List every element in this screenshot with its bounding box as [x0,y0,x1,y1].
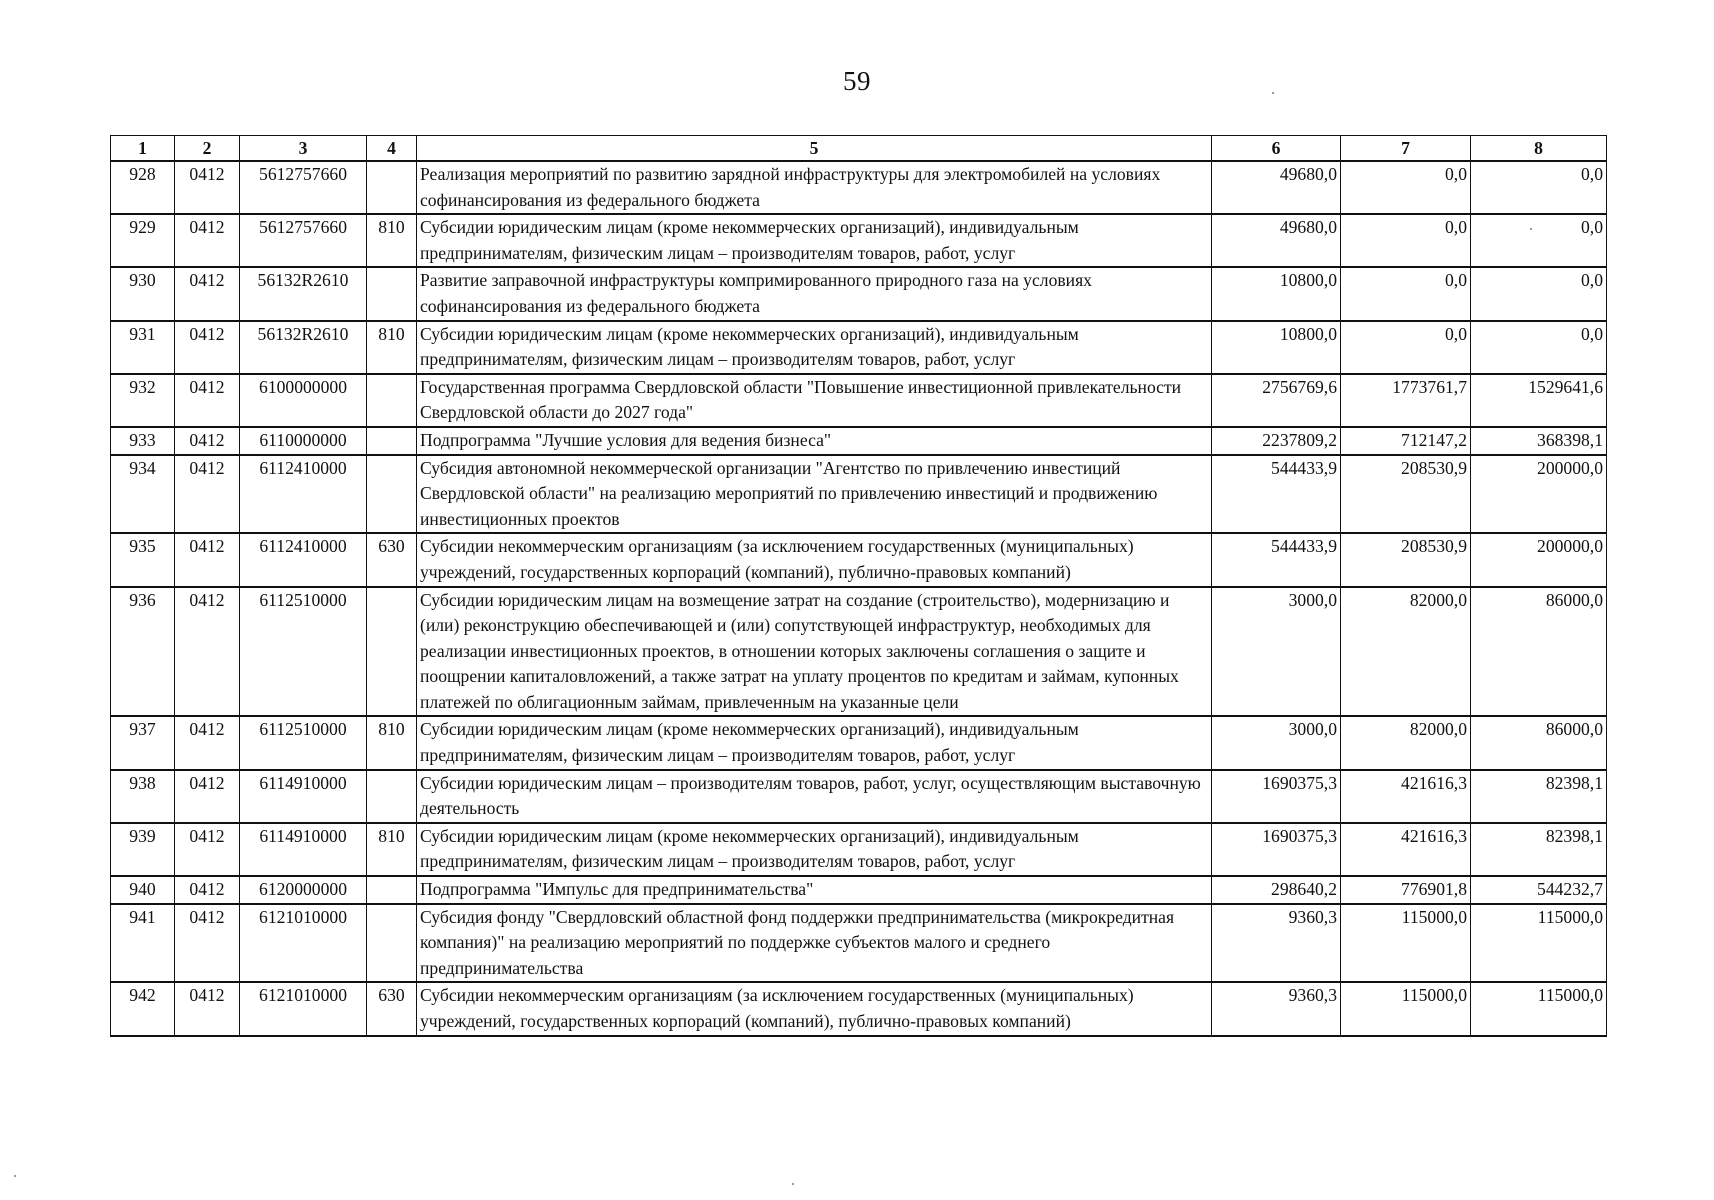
target-article-code: 6121010000 [240,982,367,1035]
table-header [111,136,1607,162]
amount-col-8: 0,0 [1471,321,1607,374]
expense-type-code [367,427,417,455]
amount-col-7: 208530,9 [1341,455,1471,534]
expense-type-code [367,876,417,904]
amount-col-6: 544433,9 [1212,455,1341,534]
expense-type-code: 810 [367,321,417,374]
row-description: Развитие заправочной инфраструктуры компримированного природного газа на условиях софинансирования из федерального бюджета [417,267,1212,320]
col-header: 3 [240,136,367,162]
table-row [111,161,1607,214]
row-number: 937 [111,716,175,769]
row-number: 938 [111,770,175,823]
amount-col-7: 421616,3 [1341,770,1471,823]
row-description: Подпрограмма "Лучшие условия для ведения бизнеса" [417,427,1212,455]
col-header: 7 [1341,136,1471,162]
amount-col-8: 86000,0 [1471,587,1607,717]
expense-type-code: 810 [367,214,417,267]
section-code: 0412 [175,716,240,769]
col-header: 5 [417,136,1212,162]
col-header: 6 [1212,136,1341,162]
amount-col-8: 82398,1 [1471,770,1607,823]
amount-col-8: 200000,0 [1471,455,1607,534]
row-description: Субсидии юридическим лицам – производителям товаров, работ, услуг, осуществляющим выставочную деятельность [417,770,1212,823]
section-code: 0412 [175,982,240,1035]
amount-col-8: 86000,0 [1471,716,1607,769]
expense-type-code [367,267,417,320]
section-code: 0412 [175,587,240,717]
section-code: 0412 [175,876,240,904]
table-row [111,770,1607,823]
row-number: 932 [111,374,175,427]
amount-col-8: 368398,1 [1471,427,1607,455]
page-number: 59 [843,66,871,96]
col-header: 4 [367,136,417,162]
expense-type-code: 630 [367,533,417,586]
row-number: 933 [111,427,175,455]
col-header: 8 [1471,136,1607,162]
amount-col-7: 115000,0 [1341,982,1471,1035]
row-description: Субсидии некоммерческим организациям (за исключением государственных (муниципальных) учреждений, государственных корпораций (компаний), публично-правовых компаний) [417,982,1212,1035]
table-row [111,876,1607,904]
scan-speck [792,1183,794,1185]
table-body [111,161,1607,1036]
amount-col-6: 3000,0 [1212,716,1341,769]
scan-speck [1272,92,1274,94]
row-description: Реализация мероприятий по развитию зарядной инфраструктуры для электромобилей на условиях софинансирования из федерального бюджета [417,161,1212,214]
expense-type-code [367,904,417,983]
budget-table [110,135,1607,1037]
row-number: 941 [111,904,175,983]
amount-col-6: 49680,0 [1212,214,1341,267]
target-article-code: 5612757660 [240,214,367,267]
row-description: Субсидии юридическим лицам (кроме некоммерческих организаций), индивидуальным предпринимателям, физическим лицам – производителям товаров, работ, услуг [417,823,1212,876]
table-row [111,823,1607,876]
col-header: 1 [111,136,175,162]
row-number: 936 [111,587,175,717]
target-article-code: 6114910000 [240,770,367,823]
row-number: 934 [111,455,175,534]
expense-type-code [367,587,417,717]
target-article-code: 6112410000 [240,533,367,586]
section-code: 0412 [175,823,240,876]
row-number: 939 [111,823,175,876]
amount-col-6: 1690375,3 [1212,770,1341,823]
amount-col-6: 10800,0 [1212,321,1341,374]
target-article-code: 56132R2610 [240,267,367,320]
table-row [111,904,1607,983]
expense-type-code: 810 [367,716,417,769]
amount-col-7: 0,0 [1341,161,1471,214]
amount-col-6: 9360,3 [1212,982,1341,1035]
row-description: Субсидия фонду "Свердловский областной фонд поддержки предпринимательства (микрокредитная компания)" на реализацию мероприятий по поддержке субъектов малого и среднего предпринимательства [417,904,1212,983]
table-row [111,427,1607,455]
amount-col-7: 82000,0 [1341,587,1471,717]
amount-col-8: 0,0 [1471,161,1607,214]
target-article-code: 6100000000 [240,374,367,427]
row-description: Субсидии юридическим лицам на возмещение затрат на создание (строительство), модернизацию и (или) реконструкцию обеспечивающей и (или) сопутствующей инфраструктур, необходимых для реализации инвестиционных проектов, в отношении которых заключены соглашения о защите и поощрении капиталовложений, а также затрат на уплату процентов по кредитам и займам, купонных платежей по облигационным займам, привлеченным на указанные цели [417,587,1212,717]
amount-col-7: 776901,8 [1341,876,1471,904]
row-description: Подпрограмма "Импульс для предпринимательства" [417,876,1212,904]
amount-col-6: 9360,3 [1212,904,1341,983]
target-article-code: 6114910000 [240,823,367,876]
amount-col-6: 298640,2 [1212,876,1341,904]
table-row [111,716,1607,769]
table-row [111,267,1607,320]
amount-col-7: 0,0 [1341,321,1471,374]
amount-col-6: 2756769,6 [1212,374,1341,427]
header-row [111,136,1607,162]
table-row [111,214,1607,267]
amount-col-6: 10800,0 [1212,267,1341,320]
section-code: 0412 [175,533,240,586]
amount-col-7: 0,0 [1341,267,1471,320]
scan-speck [14,1175,16,1177]
amount-col-7: 712147,2 [1341,427,1471,455]
expense-type-code [367,374,417,427]
target-article-code: 6112510000 [240,587,367,717]
table-row [111,374,1607,427]
amount-col-8: 0,0 [1471,214,1607,267]
row-description: Субсидии юридическим лицам (кроме некоммерческих организаций), индивидуальным предпринимателям, физическим лицам – производителям товаров, работ, услуг [417,214,1212,267]
table-row [111,587,1607,717]
row-description: Субсидия автономной некоммерческой организации "Агентство по привлечению инвестиций Свердловской области" на реализацию мероприятий по привлечению инвестиций и продвижению инвестиционных проектов [417,455,1212,534]
amount-col-8: 200000,0 [1471,533,1607,586]
table-row [111,533,1607,586]
row-number: 928 [111,161,175,214]
expense-type-code [367,455,417,534]
expense-type-code: 630 [367,982,417,1035]
table-row [111,455,1607,534]
expense-type-code [367,770,417,823]
amount-col-8: 544232,7 [1471,876,1607,904]
target-article-code: 56132R2610 [240,321,367,374]
amount-col-7: 82000,0 [1341,716,1471,769]
target-article-code: 6120000000 [240,876,367,904]
amount-col-7: 0,0 [1341,214,1471,267]
section-code: 0412 [175,321,240,374]
target-article-code: 6112410000 [240,455,367,534]
amount-col-7: 421616,3 [1341,823,1471,876]
row-number: 942 [111,982,175,1035]
expense-type-code [367,161,417,214]
section-code: 0412 [175,904,240,983]
amount-col-6: 2237809,2 [1212,427,1341,455]
amount-col-7: 1773761,7 [1341,374,1471,427]
target-article-code: 5612757660 [240,161,367,214]
expense-type-code: 810 [367,823,417,876]
amount-col-7: 115000,0 [1341,904,1471,983]
amount-col-8: 115000,0 [1471,982,1607,1035]
row-description: Государственная программа Свердловской области "Повышение инвестиционной привлекательности Свердловской области до 2027 года" [417,374,1212,427]
section-code: 0412 [175,214,240,267]
amount-col-6: 1690375,3 [1212,823,1341,876]
section-code: 0412 [175,770,240,823]
row-description: Субсидии некоммерческим организациям (за исключением государственных (муниципальных) учреждений, государственных корпораций (компаний), публично-правовых компаний) [417,533,1212,586]
table-row [111,321,1607,374]
amount-col-6: 3000,0 [1212,587,1341,717]
section-code: 0412 [175,161,240,214]
section-code: 0412 [175,267,240,320]
row-number: 929 [111,214,175,267]
row-number: 935 [111,533,175,586]
row-number: 940 [111,876,175,904]
row-number: 930 [111,267,175,320]
amount-col-6: 544433,9 [1212,533,1341,586]
section-code: 0412 [175,455,240,534]
row-description: Субсидии юридическим лицам (кроме некоммерческих организаций), индивидуальным предпринимателям, физическим лицам – производителям товаров, работ, услуг [417,716,1212,769]
target-article-code: 6121010000 [240,904,367,983]
section-code: 0412 [175,374,240,427]
target-article-code: 6112510000 [240,716,367,769]
target-article-code: 6110000000 [240,427,367,455]
amount-col-8: 82398,1 [1471,823,1607,876]
amount-col-7: 208530,9 [1341,533,1471,586]
col-header: 2 [175,136,240,162]
table-row [111,982,1607,1035]
amount-col-8: 1529641,6 [1471,374,1607,427]
amount-col-6: 49680,0 [1212,161,1341,214]
row-description: Субсидии юридическим лицам (кроме некоммерческих организаций), индивидуальным предпринимателям, физическим лицам – производителям товаров, работ, услуг [417,321,1212,374]
amount-col-8: 0,0 [1471,267,1607,320]
amount-col-8: 115000,0 [1471,904,1607,983]
section-code: 0412 [175,427,240,455]
row-number: 931 [111,321,175,374]
